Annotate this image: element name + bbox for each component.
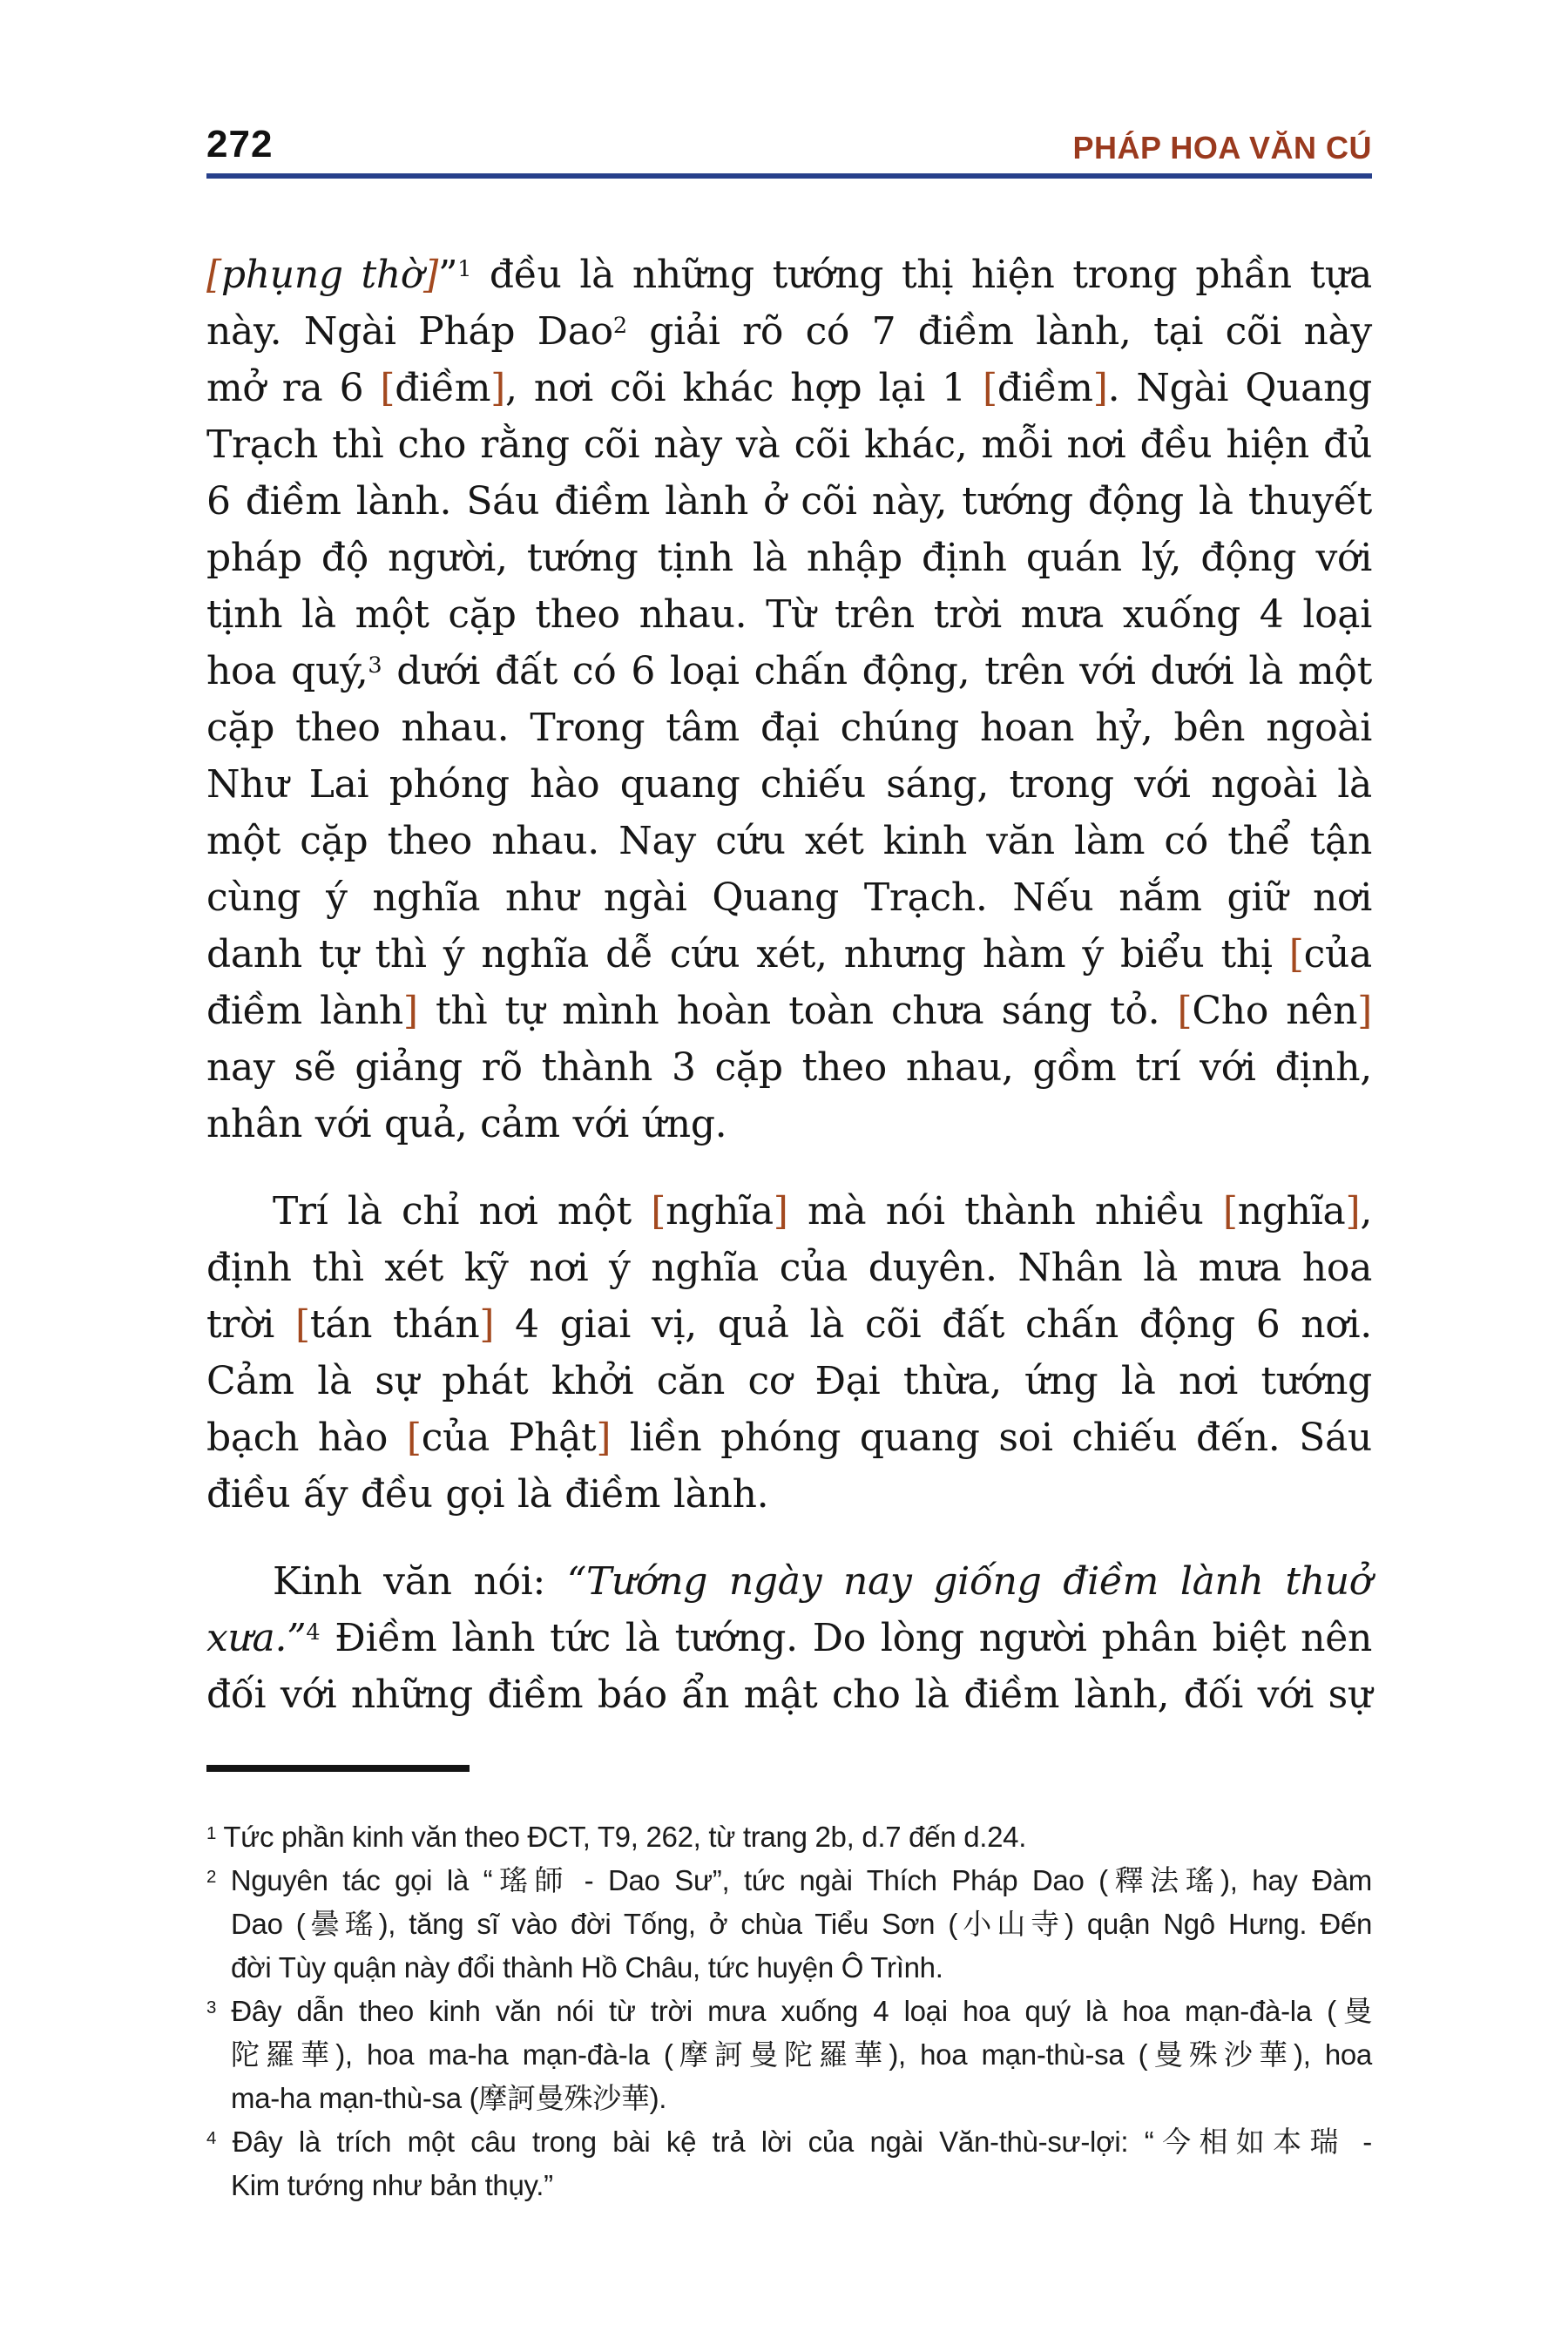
footnote-line	[206, 2033, 1372, 2077]
text-segment: đời Tùy quận này đổi thành Hồ Châu, tức huyện Ô Trình.	[231, 1951, 943, 1984]
text-segment: 陀羅華), hoa ma-ha mạn-đà-la (摩訶曼陀羅華), hoa mạn-thù-sa (曼殊沙華), hoa	[231, 2038, 1372, 2071]
text-segment: [	[1288, 932, 1304, 977]
text-line	[206, 530, 1372, 586]
text-line	[206, 473, 1372, 530]
text-segment: ]	[479, 1302, 495, 1347]
text-segment: nhân với quả, cảm với ứng.	[206, 1102, 727, 1146]
text-segment: Cho nên	[1192, 989, 1358, 1033]
text-line	[206, 813, 1372, 869]
text-line	[206, 869, 1372, 926]
text-segment: ]	[402, 989, 418, 1033]
text-segment: ]	[1357, 989, 1372, 1033]
text-segment: đều là những tướng thị hiện trong phần tựa	[471, 253, 1372, 297]
text-line	[206, 1409, 1372, 1466]
text-segment: ]	[1092, 366, 1108, 410]
text-segment: [	[380, 366, 395, 410]
superscript-ref: 4	[206, 2127, 217, 2148]
page-number: 272	[206, 123, 274, 166]
text-segment: Đây là trích một câu trong bài kệ trả lời của ngài Văn-thù-sư-lợi: “今相如本瑞 -	[216, 2126, 1372, 2158]
text-segment: [	[1177, 989, 1193, 1033]
paragraph	[206, 247, 1372, 1152]
text-segment: Trí là chỉ nơi một	[273, 1189, 652, 1233]
text-segment: [	[294, 1302, 310, 1347]
text-segment: nghĩa	[666, 1189, 774, 1233]
text-line	[206, 1296, 1372, 1353]
text-segment: [	[1222, 1189, 1238, 1233]
footnote-line	[206, 1815, 1372, 1859]
paragraph	[206, 1553, 1372, 1723]
text-segment: điềm	[997, 366, 1093, 410]
text-segment: bạch hào	[206, 1416, 407, 1460]
text-segment: Đây dẫn theo kinh văn nói từ trời mưa xuống 4 loại hoa quý là hoa mạn-đà-la (曼	[216, 1995, 1372, 2027]
footnote-line	[206, 1903, 1372, 1946]
superscript-ref: 4	[306, 1619, 321, 1646]
text-segment: điều ấy đều gọi là điềm lành.	[206, 1472, 769, 1517]
text-segment: 4 giai vị, quả là cõi đất chấn động 6 nơi.	[494, 1302, 1372, 1347]
text-line	[206, 247, 1372, 303]
text-segment: cùng ý nghĩa như ngài Quang Trạch. Nếu nắm giữ nơi	[206, 875, 1372, 920]
footnote-item	[206, 1859, 1372, 1990]
text-segment: [	[406, 1416, 422, 1460]
text-line	[206, 1610, 1372, 1666]
text-segment: đối với những điềm báo ẩn mật cho là điềm lành, đối với sự	[206, 1673, 1372, 1717]
paragraph	[206, 1183, 1372, 1523]
text-segment: , nơi cõi khác hợp lại 1	[505, 366, 983, 410]
text-segment: Dao (曇瑤), tăng sĩ vào đời Tống, ở chùa Tiểu Sơn (小山寺) quận Ngô Hưng. Đến	[231, 1908, 1372, 1940]
text-line	[206, 1096, 1372, 1152]
text-segment: mà nói thành nhiều	[787, 1189, 1223, 1233]
page-content	[206, 0, 1372, 2207]
text-line	[206, 983, 1372, 1039]
text-segment: phụng thờ	[220, 253, 424, 297]
footnote-line	[206, 1990, 1372, 2033]
text-segment: Kinh văn nói:	[273, 1559, 567, 1604]
text-line	[206, 1666, 1372, 1723]
text-segment: giải rõ có 7 điềm lành, tại cõi này	[626, 309, 1372, 354]
text-segment: nay sẽ giảng rõ thành 3 cặp theo nhau, gồm trí với định,	[206, 1045, 1372, 1090]
footnote-item	[206, 1815, 1372, 1859]
footnote-line	[206, 2120, 1372, 2164]
footnotes	[206, 1815, 1372, 2207]
text-segment: hoa quý,	[206, 649, 368, 693]
text-segment: ]	[596, 1416, 612, 1460]
superscript-ref: 1	[457, 255, 472, 282]
text-line	[206, 1466, 1372, 1523]
text-segment: dưới đất có 6 loại chấn động, trên với dưới là một	[382, 649, 1372, 693]
text-segment: Trạch thì cho rằng cõi này và cõi khác, mỗi nơi đều hiện đủ	[206, 422, 1372, 467]
text-segment: ]	[1345, 1189, 1361, 1233]
text-segment: định thì xét kỹ nơi ý nghĩa của duyên. Nhân là mưa hoa	[206, 1246, 1372, 1290]
text-segment: của Phật	[421, 1416, 597, 1460]
superscript-ref: 1	[206, 1822, 217, 1843]
text-segment: ]	[490, 366, 506, 410]
footnote-item	[206, 1990, 1372, 2120]
superscript-ref: 3	[206, 1997, 217, 2017]
text-segment: Như Lai phóng hào quang chiếu sáng, trong với ngoài là	[206, 762, 1372, 807]
text-segment: ]	[423, 253, 438, 297]
superscript-ref: 3	[368, 652, 382, 679]
text-segment: . Ngài Quang	[1107, 366, 1372, 410]
text-segment: cặp theo nhau. Trong tâm đại chúng hoan hỷ, bên ngoài	[206, 706, 1372, 750]
text-segment: ]	[773, 1189, 788, 1233]
text-segment: 6 điềm lành. Sáu điềm lành ở cõi này, tướng động là thuyết	[206, 479, 1372, 524]
superscript-ref: 2	[612, 312, 627, 339]
text-segment: Cảm là sự phát khởi căn cơ Đại thừa, ứng là nơi tướng	[206, 1359, 1372, 1403]
text-segment: [	[982, 366, 997, 410]
text-segment: trời	[206, 1302, 295, 1347]
text-line	[206, 303, 1372, 360]
text-line	[206, 1553, 1372, 1610]
text-line	[206, 1353, 1372, 1409]
text-segment: Điềm lành tức là tướng. Do lòng người phân biệt nên	[320, 1616, 1372, 1660]
running-head-title: PHÁP HOA VĂN CÚ	[1072, 130, 1372, 166]
header-rule	[206, 173, 1372, 179]
footnote-line	[206, 2164, 1372, 2207]
text-segment: ”	[437, 253, 458, 297]
text-segment: xưa.”	[206, 1616, 307, 1660]
text-segment: Nguyên tác gọi là “瑤師 - Dao Sư”, tức ngài Thích Pháp Dao (釋法瑤), hay Đàm	[216, 1864, 1372, 1896]
text-line	[206, 926, 1372, 983]
text-segment: ,	[1360, 1189, 1372, 1233]
footnote-item	[206, 2120, 1372, 2207]
text-segment: [	[206, 253, 221, 297]
superscript-ref: 2	[206, 1866, 217, 1887]
page-header	[206, 125, 1372, 164]
text-segment: ma-ha mạn-thù-sa (摩訶曼殊沙華).	[231, 2082, 667, 2114]
text-line	[206, 1183, 1372, 1240]
text-line	[206, 586, 1372, 643]
footnote-line	[206, 2077, 1372, 2120]
text-line	[206, 700, 1372, 756]
text-segment: một cặp theo nhau. Nay cứu xét kinh văn làm có thể tận	[206, 819, 1372, 863]
footnote-line	[206, 1946, 1372, 1990]
text-segment: điềm lành	[206, 989, 403, 1033]
text-segment: pháp độ người, tướng tịnh là nhập định quán lý, động với	[206, 536, 1372, 580]
text-segment: tịnh là một cặp theo nhau. Từ trên trời mưa xuống 4 loại	[206, 592, 1372, 637]
footnote-line	[206, 1859, 1372, 1903]
text-segment: [	[651, 1189, 666, 1233]
text-segment: điềm	[395, 366, 491, 410]
text-segment: của	[1303, 932, 1372, 977]
text-segment: thì tự mình hoàn toàn chưa sáng tỏ.	[417, 989, 1178, 1033]
text-segment: này. Ngài Pháp Dao	[206, 309, 613, 354]
text-segment: “Tướng ngày nay giống điềm lành thuở	[566, 1559, 1373, 1604]
footnote-separator	[206, 1765, 470, 1772]
text-line	[206, 1240, 1372, 1296]
text-segment: danh tự thì ý nghĩa dễ cứu xét, nhưng hàm ý biểu thị	[206, 932, 1289, 977]
text-segment: Tức phần kinh văn theo ĐCT, T9, 262, từ trang 2b, d.7 đến d.24.	[216, 1821, 1027, 1853]
text-line	[206, 416, 1372, 473]
text-segment: tán thán	[309, 1302, 480, 1347]
text-line	[206, 756, 1372, 813]
text-line	[206, 360, 1372, 416]
text-segment: nghĩa	[1237, 1189, 1346, 1233]
text-segment: Kim tướng như bản thụy.”	[231, 2169, 553, 2201]
text-line	[206, 1039, 1372, 1096]
text-segment: liền phóng quang soi chiếu đến. Sáu	[611, 1416, 1372, 1460]
text-segment: mở ra 6	[206, 366, 381, 410]
text-line	[206, 643, 1372, 700]
body-text	[206, 247, 1372, 1723]
